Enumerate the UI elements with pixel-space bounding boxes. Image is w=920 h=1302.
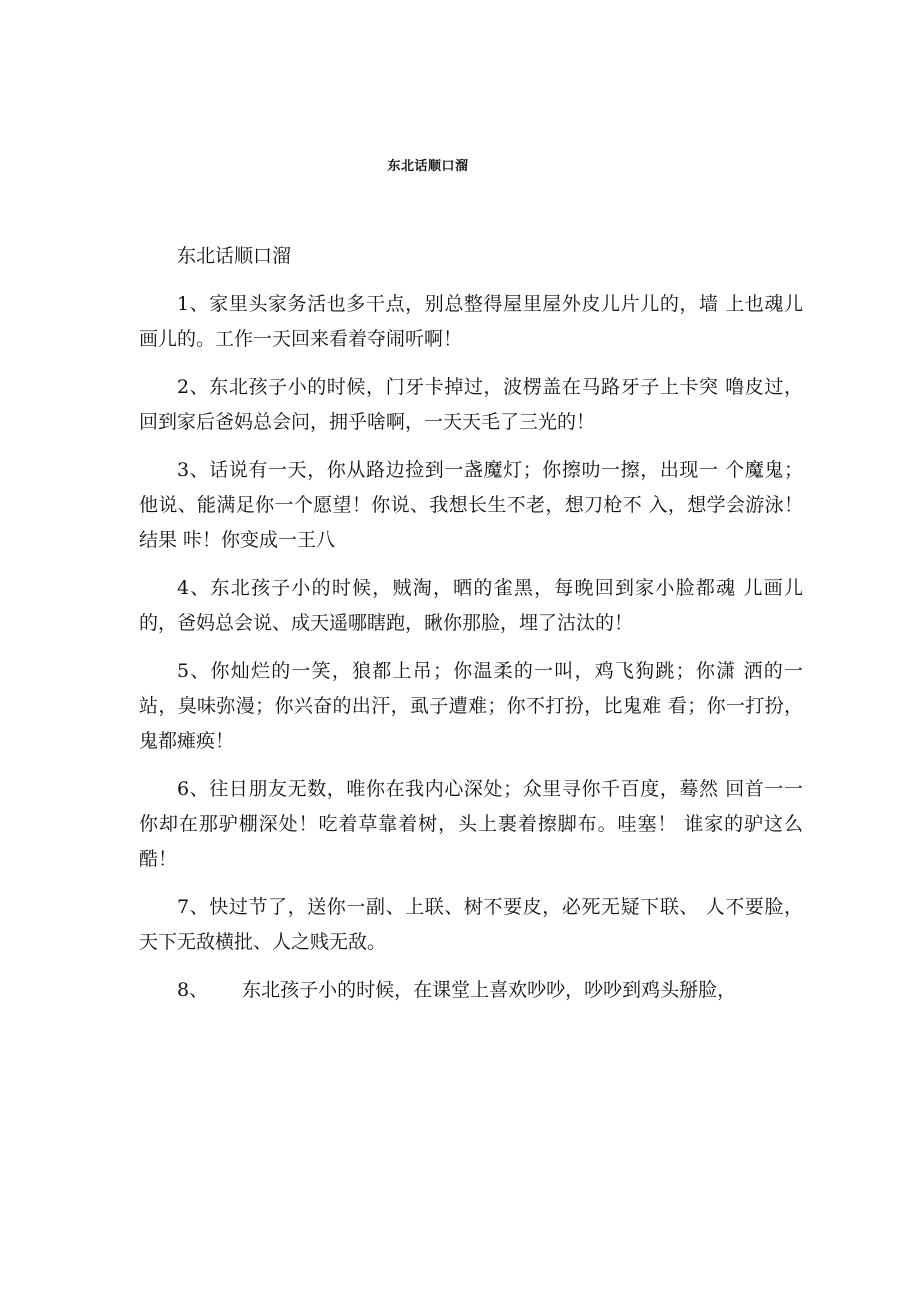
- paragraph-8-text: 东北孩子小的时候，在课堂上喜欢吵吵，吵吵到鸡头掰脸，: [242, 979, 737, 1001]
- paragraph-5: 5、你灿烂的一笑，狼都上吊；你温柔的一叫，鸡飞狗跳；你潇 洒的一站，臭味弥漫；你兴奋的出汗，虱子遭难；你不打扮，比鬼难 看；你一打扮，鬼都瘫痪！: [139, 660, 803, 752]
- paragraph-7: 7、快过节了，送你一副、上联、树不要皮，必死无疑下联、 人不要脸，天下无敌横批、人之贱无敌。: [139, 896, 803, 953]
- document-heading: 东北话顺口溜: [177, 245, 292, 267]
- paragraph-6: 6、往日朋友无数，唯你在我内心深处；众里寻你千百度，蓦然 回首一一你却在那驴棚深处！吃着草靠着树，头上裹着擦脚布。哇塞！ 谁家的驴这么酷！: [139, 778, 803, 870]
- document-body: [139, 239, 803, 1021]
- paragraph-2: 2、东北孩子小的时候，门牙卡掉过，波楞盖在马路牙子上卡突 噜皮过，回到家后爸妈总会问，拥乎啥啊，一天天毛了三光的！: [139, 376, 803, 433]
- paragraph-3: 3、话说有一天，你从路边捡到一盏魔灯；你擦叻一擦，出现一 个魔鬼；他说、能满足你一个愿望！你说、我想长生不老，想刀枪不 入，想学会游泳！结果 咔！你变成一王八: [139, 459, 803, 551]
- paragraph-8: [139, 973, 803, 1008]
- paragraph-4: 4、东北孩子小的时候，贼淘，晒的雀黑，每晚回到家小脸都魂 儿画儿的，爸妈总会说、成天遥哪瞎跑，瞅你那脸，埋了沽汰的！: [139, 577, 803, 634]
- paragraph-1: 1、家里头家务活也多干点，别总整得屋里屋外皮儿片儿的，墙 上也魂儿画儿的。工作一天回来看着夺闹听啊！: [139, 293, 803, 350]
- paragraph-8-number: 8、: [177, 979, 209, 1001]
- page-title: 东北话顺口溜: [387, 159, 469, 174]
